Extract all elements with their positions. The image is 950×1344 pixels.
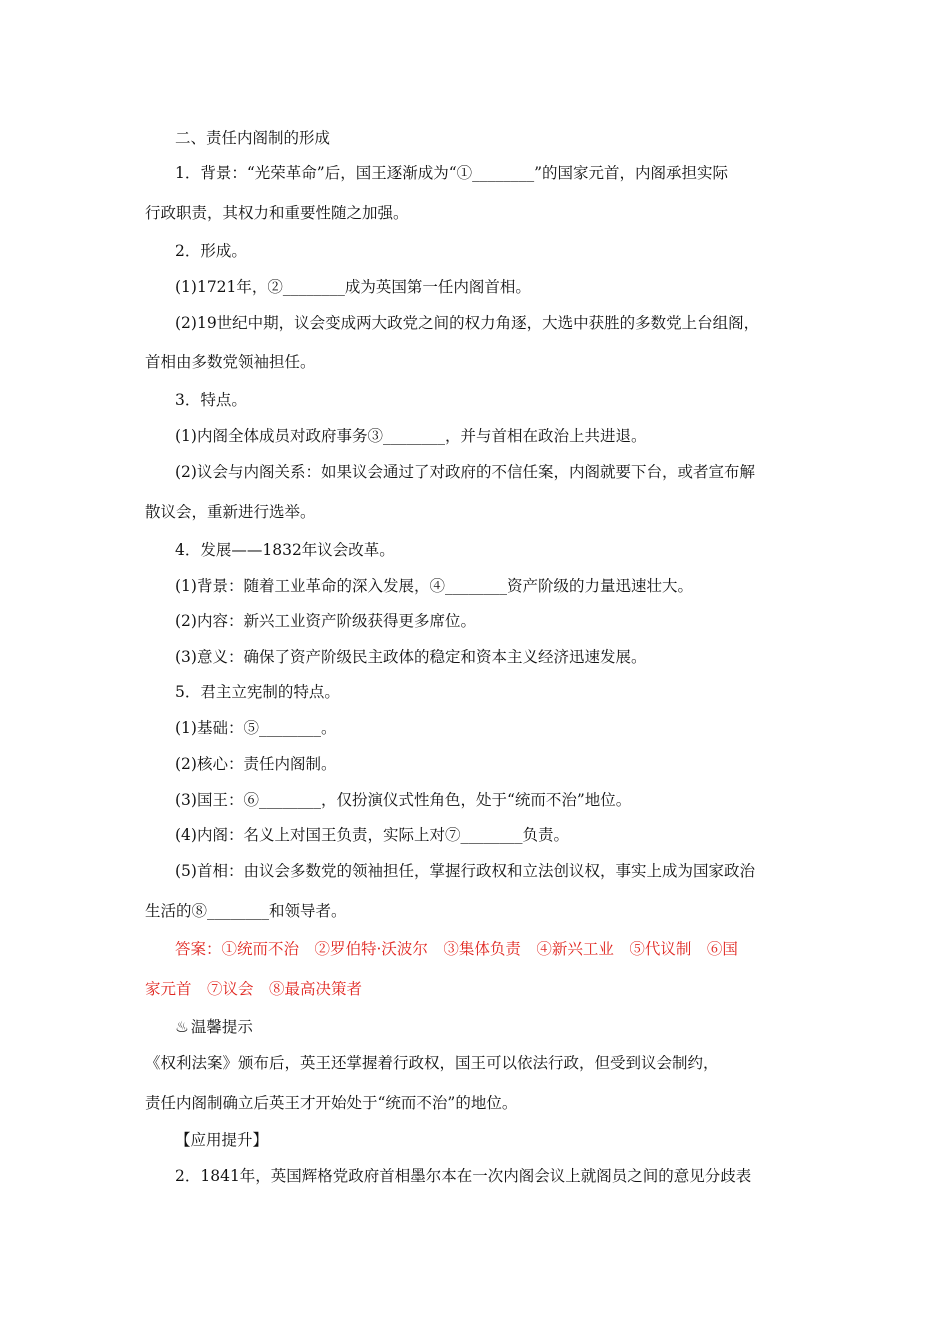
paragraph-line: (3)国王：⑥________，仅扮演仪式性角色，处于“统而不治”地位。 [175, 791, 632, 809]
paragraph-line: (1)内阁全体成员对政府事务③________，并与首相在政治上共进退。 [175, 427, 647, 445]
paragraph-line: 3．特点。 [175, 391, 247, 409]
section-heading-cabinet: 二、责任内阁制的形成 [175, 129, 331, 147]
tip-title: 温馨提示 [190, 1018, 253, 1036]
question-line: 2．1841年，英国辉格党政府首相墨尔本在一次内阁会议上就阁员之间的意见分歧表 [175, 1167, 752, 1185]
answer-line: 答案：①统而不治 ②罗伯特·沃波尔 ③集体负责 ④新兴工业 ⑤代议制 ⑥国 [175, 940, 738, 958]
paragraph-line: (5)首相：由议会多数党的领袖担任，掌握行政权和立法创议权，事实上成为国家政治 [175, 862, 755, 880]
answer-line: 家元首 ⑦议会 ⑧最高决策者 [145, 980, 363, 998]
paragraph-line: 4．发展——1832年议会改革。 [175, 541, 395, 559]
tip-line: 责任内阁制确立后英王才开始处于“统而不治”的地位。 [145, 1094, 518, 1112]
paragraph-line: 首相由多数党领袖担任。 [145, 353, 316, 371]
paragraph-line: (2)内容：新兴工业资产阶级获得更多席位。 [175, 612, 476, 630]
hot-spring-icon: ♨ [175, 1018, 189, 1036]
application-heading: 【应用提升】 [175, 1131, 269, 1149]
paragraph-line: 5．君主立宪制的特点。 [175, 683, 340, 701]
paragraph-line: (3)意义：确保了资产阶级民主政体的稳定和资本主义经济迅速发展。 [175, 648, 647, 666]
paragraph-line: 2．形成。 [175, 242, 247, 260]
tip-line: 《权利法案》颁布后，英王还掌握着行政权，国王可以依法行政，但受到议会制约， [145, 1054, 719, 1072]
paragraph-line: (1)1721年，②________成为英国第一任内阁首相。 [175, 278, 531, 296]
paragraph-line: (4)内阁：名义上对国王负责，实际上对⑦________负责。 [175, 826, 569, 844]
paragraph-line: (1)基础：⑤________。 [175, 719, 337, 737]
paragraph-line: 1．背景：“光荣革命”后，国王逐渐成为“①________”的国家元首，内阁承担实际 [175, 164, 729, 182]
paragraph-line: (2)核心：责任内阁制。 [175, 755, 337, 773]
paragraph-line: 散议会，重新进行选举。 [145, 503, 316, 521]
paragraph-line: (2)19世纪中期，议会变成两大政党之间的权力角逐，大选中获胜的多数党上台组阁， [175, 314, 760, 332]
paragraph-line: 生活的⑧________和领导者。 [145, 902, 347, 920]
paragraph-line: 行政职责，其权力和重要性随之加强。 [145, 204, 409, 222]
tip-heading [175, 1017, 253, 1037]
paragraph-line: (1)背景：随着工业革命的深入发展，④________资产阶级的力量迅速壮大。 [175, 577, 693, 595]
paragraph-line: (2)议会与内阁关系：如果议会通过了对政府的不信任案，内阁就要下台，或者宣布解 [175, 463, 755, 481]
